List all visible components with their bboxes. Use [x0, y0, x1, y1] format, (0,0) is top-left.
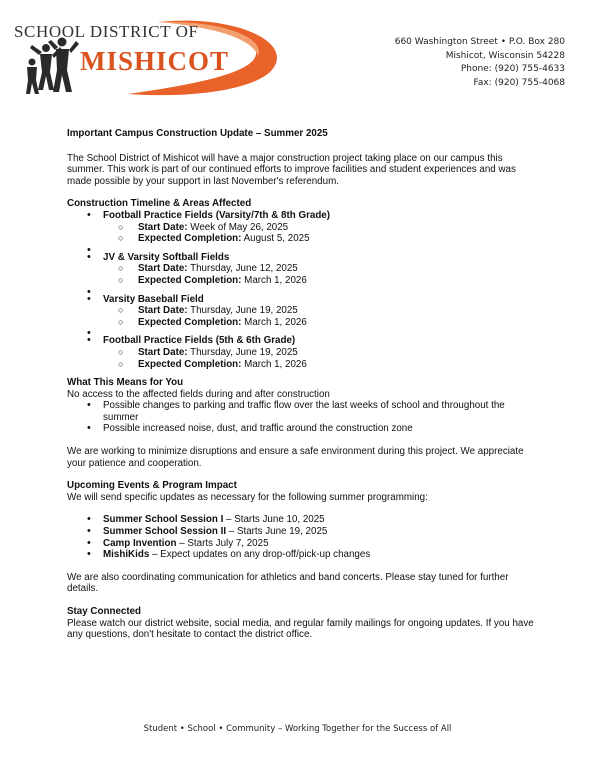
completion-value: March 1, 2026	[244, 316, 307, 328]
start-label: Start Date:	[138, 305, 188, 317]
event-name: Summer School Session I	[103, 514, 224, 526]
start-label: Start Date:	[138, 263, 188, 275]
letter-title: Important Campus Construction Update – Summer 2025	[67, 128, 328, 139]
events-closing: We are also coordinating communication for athletics and band concerts. Please stay tuned for further details.	[67, 571, 509, 595]
start-value: Week of May 26, 2025	[190, 221, 289, 233]
event-item	[67, 526, 537, 538]
area-name: Varsity Baseball Field	[103, 293, 204, 305]
list-item: • Possible changes to parking and traffic flow over the last weeks of school and throughout the summer	[67, 400, 537, 423]
area-name: Football Practice Fields (Varsity/7th & 8th Grade)	[103, 209, 331, 221]
start-date-item	[67, 222, 537, 234]
event-detail: – Starts June 19, 2025	[226, 526, 328, 538]
phone-number: Phone: (920) 755-4633	[460, 64, 565, 74]
timeline-heading: Construction Timeline & Areas Affected	[67, 198, 252, 210]
start-date-item	[67, 347, 537, 359]
event-detail: – Starts July 7, 2025	[176, 537, 269, 549]
completion-item	[67, 317, 537, 329]
timeline-area	[67, 210, 537, 245]
event-detail: – Starts June 10, 2025	[223, 514, 325, 526]
logo-main-text: MISHICOT	[80, 46, 230, 76]
start-date-item	[67, 263, 537, 275]
start-label: Start Date:	[138, 221, 188, 233]
completion-value: March 1, 2026	[244, 274, 307, 286]
start-value: Thursday, June 12, 2025	[190, 263, 298, 275]
completion-label: Expected Completion:	[138, 358, 242, 370]
connected-heading: Stay Connected	[67, 606, 142, 617]
footer-tagline: Student • School • Community – Working Together for the Success of All	[143, 724, 452, 734]
event-item	[67, 549, 537, 561]
letter-body	[67, 128, 537, 641]
completion-label: Expected Completion:	[138, 316, 242, 328]
intro-paragraph: The School District of Mishicot will have a major construction project taking place on our campus this summer. This work is part of our continued efforts to improve facilities and student experiences and was made possible by your support in last November's referendum.	[67, 152, 516, 187]
events-line: We will send specific updates as necessary for the following summer programming:	[67, 491, 428, 503]
start-value: Thursday, June 19, 2025	[190, 346, 298, 358]
completion-item	[67, 233, 537, 245]
event-name: MishiKids	[103, 549, 150, 561]
logo-top-text: SCHOOL DISTRICT OF	[14, 22, 199, 41]
address-line-1: 660 Washington Street • P.O. Box 280	[394, 37, 565, 47]
area-name: JV & Varsity Softball Fields	[103, 251, 230, 263]
event-name: Summer School Session II	[103, 526, 227, 538]
completion-item	[67, 275, 537, 287]
completion-item	[67, 359, 537, 371]
means-list	[67, 400, 537, 435]
means-line: No access to the affected fields during and after construction	[67, 388, 330, 400]
completion-value: August 5, 2025	[243, 233, 310, 245]
event-item	[67, 514, 537, 526]
fax-number: Fax: (920) 755-4068	[473, 77, 565, 88]
event-name: Camp Invention	[103, 537, 177, 549]
event-detail: – Expect updates on any drop-off/pick-up changes	[149, 549, 371, 561]
timeline-list	[67, 210, 537, 370]
timeline-area	[67, 294, 537, 329]
connected-text: Please watch our district website, social media, and regular family mailings for ongoing updates. If you have any questions, don't hesitate to contact the district office.	[67, 617, 534, 641]
district-logo	[8, 14, 293, 100]
completion-label: Expected Completion:	[138, 274, 242, 286]
event-item	[67, 538, 537, 550]
start-value: Thursday, June 19, 2025	[190, 305, 298, 317]
completion-label: Expected Completion:	[138, 233, 242, 245]
means-heading: What This Means for You	[67, 377, 184, 389]
completion-value: March 1, 2026	[244, 358, 307, 370]
address-line-2: Mishicot, Wisconsin 54228	[445, 50, 565, 61]
timeline-area	[67, 335, 537, 370]
start-label: Start Date:	[138, 346, 188, 358]
area-name: Football Practice Fields (5th & 6th Grade)	[103, 335, 296, 347]
timeline-area	[67, 252, 537, 287]
means-closing: We are working to minimize disruptions and ensure a safe environment during this project. We appreciate your patience and cooperation.	[67, 446, 524, 469]
list-item: • Possible increased noise, dust, and traffic around the construction zone	[67, 423, 537, 435]
events-list	[67, 514, 537, 560]
events-heading: Upcoming Events & Program Impact	[67, 480, 237, 492]
start-date-item	[67, 305, 537, 317]
contact-block	[395, 36, 565, 90]
